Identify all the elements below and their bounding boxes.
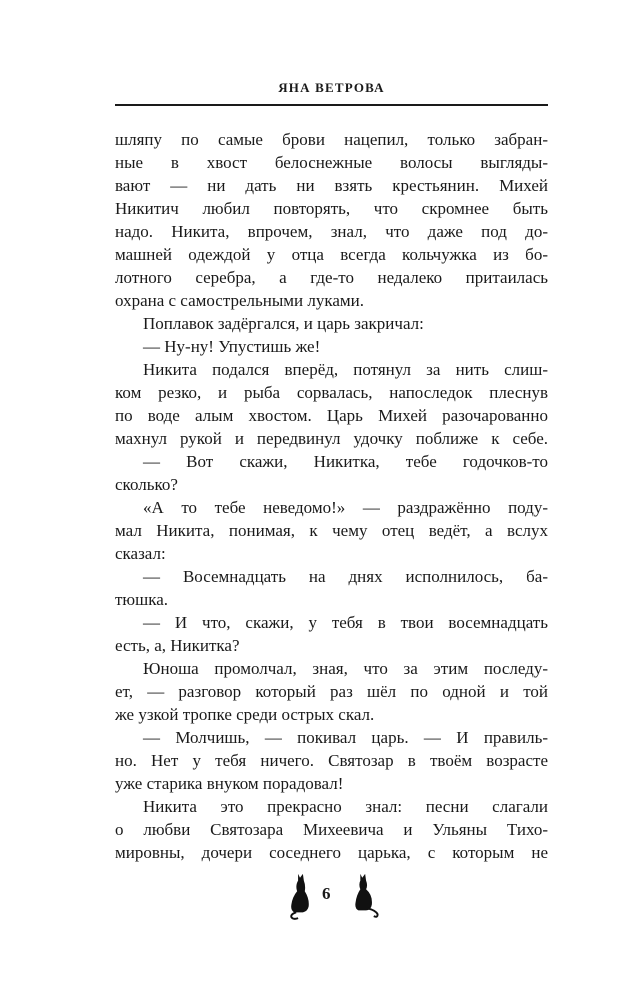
text-line: махнул рукой и передвинул удочку поближе к себе. xyxy=(115,429,548,448)
header-rule xyxy=(115,104,548,106)
text-line: вают — ни дать ни взять крестьянин. Михей xyxy=(115,176,548,195)
cat-right-icon xyxy=(352,872,384,920)
text-line: охрана с самострельными луками. xyxy=(115,291,365,310)
cat-left-icon xyxy=(286,872,314,920)
text-line: ком резко, и рыба сорвалась, напоследок плеснув xyxy=(115,383,548,402)
text-line: ет, — разговор который раз шёл по одной и той xyxy=(115,682,548,701)
text-line: же узкой тропке среди острых скал. xyxy=(115,705,375,724)
text-line: есть, а, Никитка? xyxy=(115,636,240,655)
text-line: машней одеждой у отца всегда кольчужка из бо- xyxy=(115,245,548,264)
text-line: уже старика внуком порадовал! xyxy=(115,774,344,793)
page-body-text xyxy=(115,128,548,864)
text-line: тюшка. xyxy=(115,590,169,609)
text-line: — Вот скажи, Никитка, тебе годочков-то xyxy=(143,452,548,471)
page-number: 6 xyxy=(322,884,331,903)
page-footer xyxy=(0,872,619,920)
text-line: — И что, скажи, у тебя в твои восемнадцать xyxy=(143,613,548,632)
text-line: мировны, дочери соседнего царька, с которым не xyxy=(115,843,548,862)
text-line: — Восемнадцать на днях исполнилось, ба- xyxy=(143,567,548,586)
text-line: Никита подался вперёд, потянул за нить слиш- xyxy=(143,360,548,379)
text-line: Юноша промолчал, зная, что за этим последу- xyxy=(143,659,548,678)
text-line: мал Никита, понимая, к чему отец ведёт, а вслух xyxy=(115,521,548,540)
text-line: Никита это прекрасно знал: песни слагали xyxy=(143,797,548,816)
text-line: — Молчишь, — покивал царь. — И правиль- xyxy=(143,728,548,747)
text-line: по воде алым хвостом. Царь Михей разочарованно xyxy=(115,406,548,425)
text-line: о любви Святозара Михеевича и Ульяны Тихо- xyxy=(115,820,548,839)
text-line: — Ну-ну! Упустишь же! xyxy=(143,337,321,356)
running-header: ЯНА ВЕТРОВА xyxy=(278,80,385,95)
text-line: Никитич любил повторять, что скромнее быть xyxy=(115,199,548,218)
text-line: надо. Никита, впрочем, знал, что даже под до- xyxy=(115,222,548,241)
text-line: но. Нет у тебя ничего. Святозар в твоём возрасте xyxy=(115,751,548,770)
text-line: шляпу по самые брови нацепил, только забран- xyxy=(115,130,548,149)
text-line: Поплавок задёргался, и царь закричал: xyxy=(143,314,424,333)
text-line: ные в хвост белоснежные волосы выгляды- xyxy=(115,153,548,172)
text-line: «А то тебе неведомо!» — раздражённо поду- xyxy=(143,498,548,517)
text-line: лотного серебра, а где-то недалеко притаилась xyxy=(115,268,548,287)
text-line: сколько? xyxy=(115,475,178,494)
text-line: сказал: xyxy=(115,544,166,563)
